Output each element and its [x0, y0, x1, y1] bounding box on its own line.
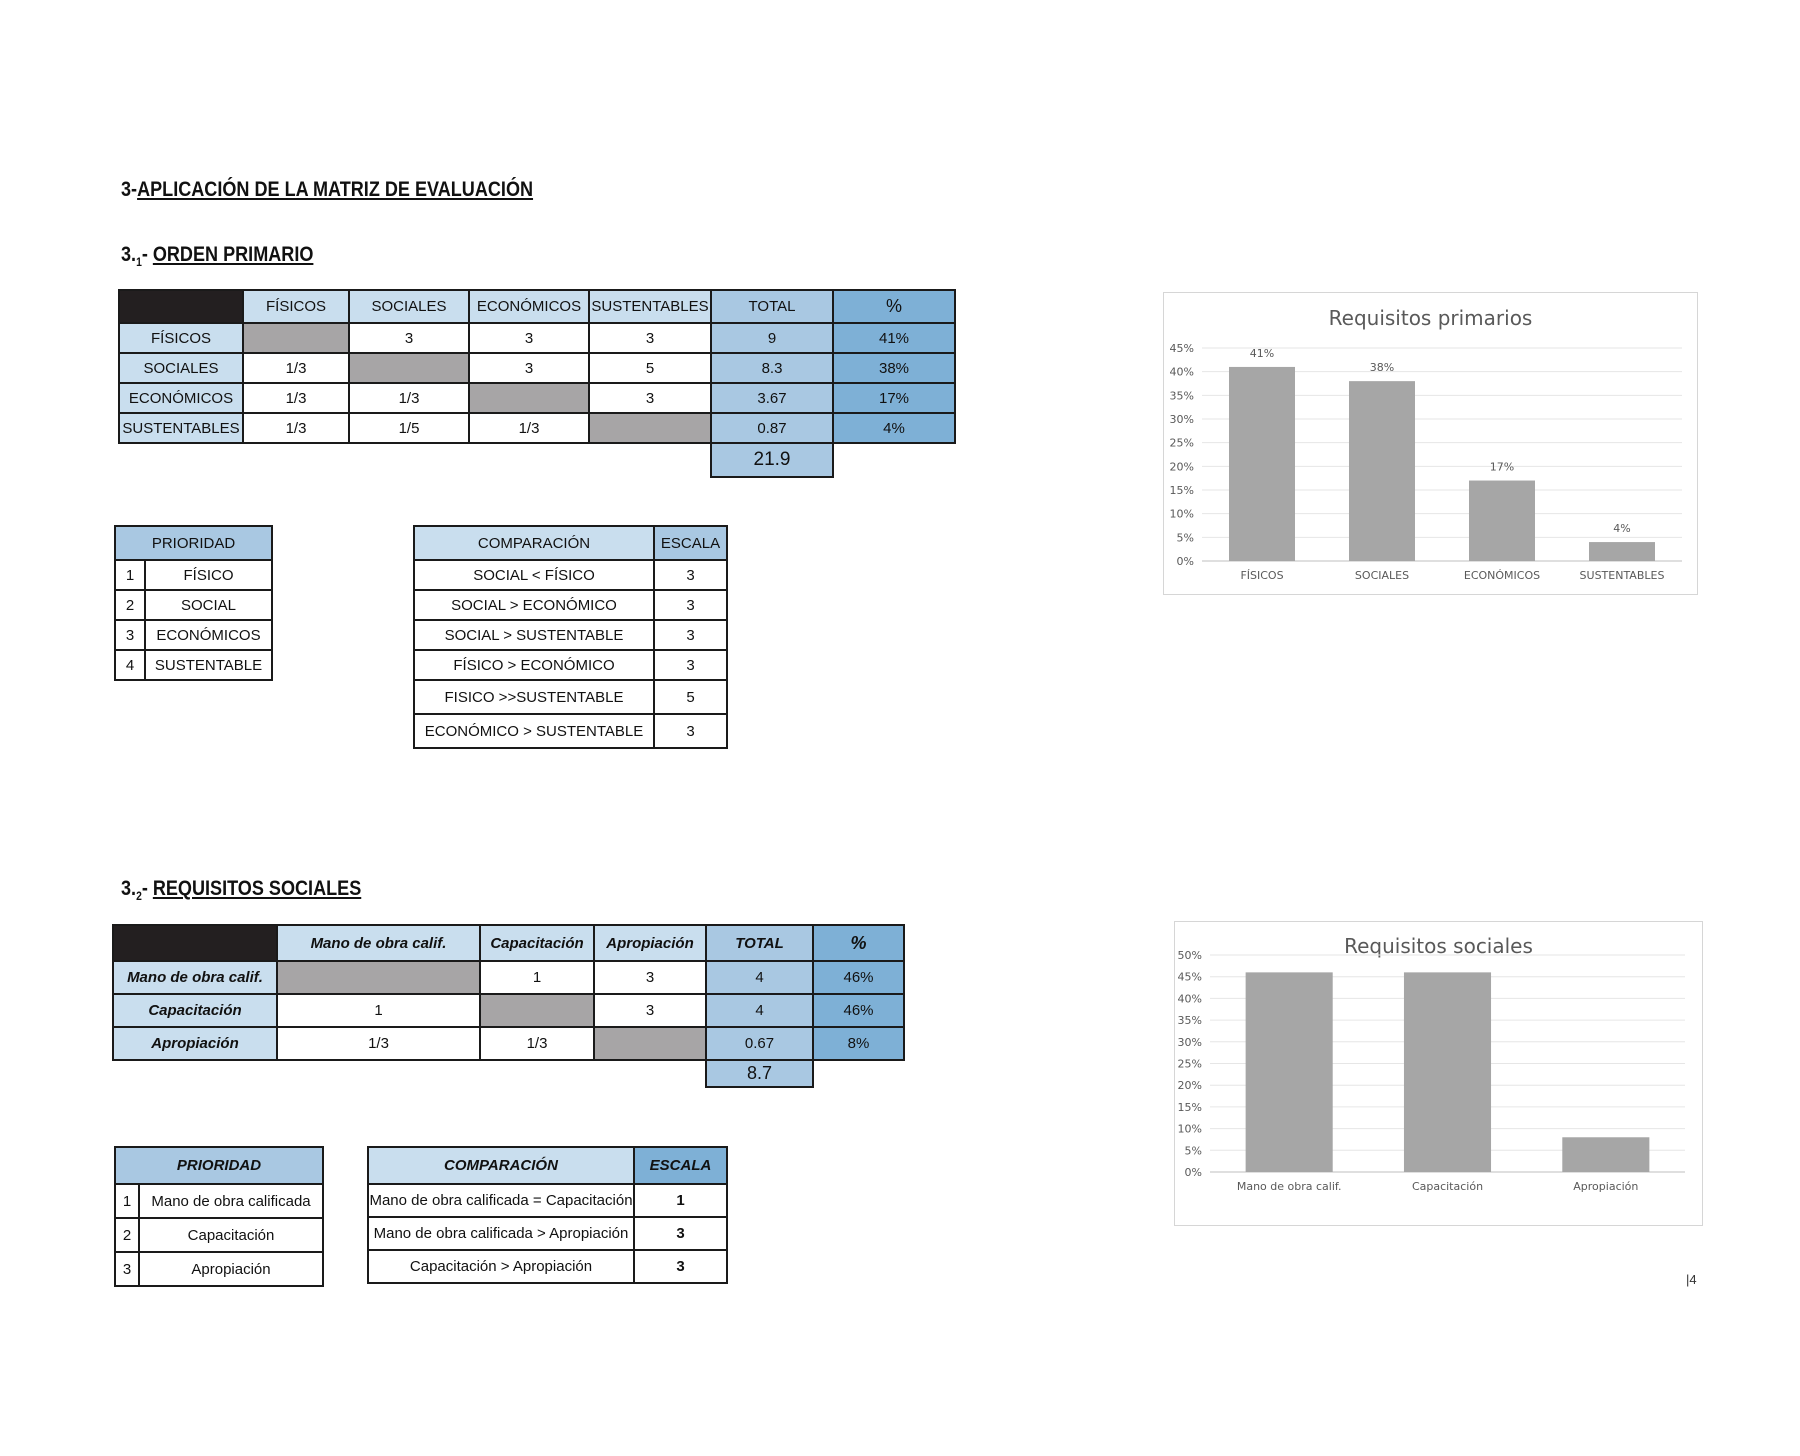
y-tick-label: 50% [1177, 949, 1202, 962]
y-tick-label: 20% [1169, 460, 1194, 474]
row-label: SOCIALES [119, 353, 243, 383]
priority-rank: 3 [115, 620, 145, 650]
table-row [414, 650, 727, 680]
priority-label: Mano de obra calificada [139, 1184, 323, 1218]
section-subnumber: 1 [136, 255, 142, 270]
y-tick-label: 40% [1169, 365, 1194, 379]
matrix-header: ECONÓMICOS [469, 290, 589, 323]
list-item [115, 1218, 323, 1252]
table-row [414, 620, 727, 650]
x-tick-label: FÍSICOS [1240, 569, 1284, 582]
y-tick-label: 10% [1177, 1122, 1202, 1136]
comparison-label: Capacitación > Apropiación [368, 1250, 634, 1283]
x-tick-label: SOCIALES [1354, 569, 1410, 582]
matrix-cell: 1/3 [277, 1027, 480, 1060]
matrix-cell: 3 [349, 323, 469, 353]
section-title: ORDEN PRIMARIO [152, 243, 314, 266]
matrix-cell: 3 [589, 383, 711, 413]
chart-primary [1163, 292, 1698, 595]
total-cell: 9 [711, 323, 833, 353]
scale-value: 3 [654, 714, 727, 748]
matrix-header: SOCIALES [349, 290, 469, 323]
table-row [119, 413, 955, 443]
total-cell: 4 [706, 961, 813, 994]
y-tick-label: 10% [1169, 507, 1194, 521]
comparison-label: FÍSICO > ECONÓMICO [414, 650, 654, 680]
priority-rank: 4 [115, 650, 145, 680]
total-cell: 8.3 [711, 353, 833, 383]
matrix-cell: 1/5 [349, 413, 469, 443]
priority-rank: 1 [115, 560, 145, 590]
bar [1246, 972, 1333, 1172]
chart-title: Requisitos sociales [1344, 934, 1533, 958]
priority-label: Apropiación [139, 1252, 323, 1286]
priority-rank: 3 [115, 1252, 139, 1286]
main-heading [121, 178, 533, 202]
row-label: FÍSICOS [119, 323, 243, 353]
table-row [119, 383, 955, 413]
scale-value: 3 [654, 650, 727, 680]
y-tick-label: 15% [1177, 1100, 1202, 1114]
main-heading-text: APLICACIÓN DE LA MATRIZ DE EVALUACIÓN [137, 178, 534, 201]
priority-label: SUSTENTABLE [145, 650, 272, 680]
row-label: SUSTENTABLES [119, 413, 243, 443]
bar [1349, 381, 1415, 561]
diagonal-cell [480, 994, 594, 1027]
table-row [113, 961, 904, 994]
bar [1589, 542, 1655, 561]
row-label: Apropiación [113, 1027, 277, 1060]
data-label: 38% [1369, 361, 1395, 375]
section-heading-primary [121, 243, 313, 269]
section-number: 3. [121, 877, 137, 900]
priority-header: PRIORIDAD [115, 1147, 323, 1184]
diagonal-cell [589, 413, 711, 443]
percent-cell: 41% [833, 323, 955, 353]
social-comparison-table [367, 1146, 728, 1284]
diagonal-cell [469, 383, 589, 413]
matrix-header-total: TOTAL [706, 925, 813, 961]
comparison-label: SOCIAL > ECONÓMICO [414, 590, 654, 620]
bar [1229, 367, 1295, 561]
matrix-cell: 1/3 [243, 383, 349, 413]
scale-value: 3 [634, 1217, 727, 1250]
scale-value: 3 [654, 620, 727, 650]
main-heading-prefix: 3- [121, 178, 138, 201]
social-matrix [112, 924, 905, 1088]
list-item [115, 590, 272, 620]
y-tick-label: 25% [1169, 436, 1194, 450]
section-separator: - [141, 877, 153, 900]
percent-cell: 46% [813, 994, 904, 1027]
social-priority-table [114, 1146, 324, 1287]
scale-value: 1 [634, 1184, 727, 1217]
table-row [119, 323, 955, 353]
comparison-label: Mano de obra calificada = Capacitación [368, 1184, 634, 1217]
matrix-header-percent: % [833, 290, 955, 323]
x-tick-label: Mano de obra calif. [1236, 1180, 1342, 1193]
matrix-cell: 1/3 [243, 353, 349, 383]
comparison-header: COMPARACIÓN [368, 1147, 634, 1184]
comparison-label: SOCIAL > SUSTENTABLE [414, 620, 654, 650]
section-title: REQUISITOS SOCIALES [152, 877, 362, 900]
matrix-cell: 1/3 [480, 1027, 594, 1060]
bar [1469, 481, 1535, 561]
y-tick-label: 0% [1176, 555, 1194, 568]
primary-priority-table [114, 525, 273, 681]
comparison-label: ECONÓMICO > SUSTENTABLE [414, 714, 654, 748]
total-cell: 0.67 [706, 1027, 813, 1060]
matrix-header: Mano de obra calif. [277, 925, 480, 961]
scale-value: 3 [654, 590, 727, 620]
y-tick-label: 5% [1184, 1144, 1202, 1158]
percent-cell: 17% [833, 383, 955, 413]
list-item [115, 1184, 323, 1218]
matrix-cell: 3 [589, 323, 711, 353]
x-tick-label: Apropiación [1573, 1180, 1639, 1193]
y-tick-label: 45% [1169, 342, 1194, 355]
scale-header: ESCALA [654, 526, 727, 560]
percent-cell: 4% [833, 413, 955, 443]
primary-comparison-table [413, 525, 728, 749]
primary-matrix [118, 289, 956, 478]
table-row [113, 1027, 904, 1060]
comparison-label: Mano de obra calificada > Apropiación [368, 1217, 634, 1250]
list-item [115, 620, 272, 650]
y-tick-label: 15% [1169, 484, 1194, 497]
x-tick-label: SUSTENTABLES [1579, 569, 1665, 582]
diagonal-cell [243, 323, 349, 353]
diagonal-cell [594, 1027, 706, 1060]
percent-cell: 46% [813, 961, 904, 994]
list-item [115, 650, 272, 680]
matrix-cell: 3 [469, 353, 589, 383]
comparison-label: SOCIAL < FÍSICO [414, 560, 654, 590]
matrix-corner [113, 925, 277, 961]
table-row [119, 353, 955, 383]
priority-rank: 1 [115, 1184, 139, 1218]
matrix-header: Capacitación [480, 925, 594, 961]
section-separator: - [141, 243, 153, 266]
data-label: 41% [1249, 346, 1275, 360]
matrix-header: FÍSICOS [243, 290, 349, 323]
chart-social [1174, 921, 1703, 1226]
bar [1404, 972, 1491, 1172]
table-row [368, 1250, 727, 1283]
table-row [414, 680, 727, 714]
diagonal-cell [349, 353, 469, 383]
matrix-header-total: TOTAL [711, 290, 833, 323]
scale-value: 3 [634, 1250, 727, 1283]
table-row [414, 714, 727, 748]
priority-header: PRIORIDAD [115, 526, 272, 560]
matrix-header-percent: % [813, 925, 904, 961]
table-row [368, 1184, 727, 1217]
matrix-header: Apropiación [594, 925, 706, 961]
scale-header: ESCALA [634, 1147, 727, 1184]
y-tick-label: 30% [1169, 413, 1194, 426]
percent-cell: 8% [813, 1027, 904, 1060]
matrix-cell: 1 [277, 994, 480, 1027]
scale-value: 3 [654, 560, 727, 590]
total-cell: 4 [706, 994, 813, 1027]
x-tick-label: Capacitación [1411, 1180, 1484, 1193]
priority-rank: 2 [115, 590, 145, 620]
matrix-cell: 1/3 [469, 413, 589, 443]
matrix-cell: 1 [480, 961, 594, 994]
matrix-cell: 3 [469, 323, 589, 353]
chart-primary-plot [1164, 293, 1697, 594]
row-label: Capacitación [113, 994, 277, 1027]
matrix-header: SUSTENTABLES [589, 290, 711, 323]
row-label: ECONÓMICOS [119, 383, 243, 413]
y-tick-label: 30% [1177, 1035, 1202, 1049]
table-row [414, 590, 727, 620]
table-row [113, 994, 904, 1027]
y-tick-label: 0% [1184, 1166, 1202, 1179]
y-tick-label: 35% [1169, 389, 1194, 403]
priority-label: SOCIAL [145, 590, 272, 620]
y-tick-label: 5% [1176, 531, 1194, 545]
matrix-sum: 8.7 [706, 1060, 813, 1087]
section-heading-social [121, 877, 361, 903]
chart-title: Requisitos primarios [1328, 306, 1533, 330]
table-row [368, 1217, 727, 1250]
y-tick-label: 40% [1177, 992, 1202, 1006]
diagonal-cell [277, 961, 480, 994]
y-tick-label: 20% [1177, 1079, 1202, 1093]
y-tick-label: 35% [1177, 1014, 1202, 1028]
priority-label: ECONÓMICOS [145, 620, 272, 650]
priority-label: Capacitación [139, 1218, 323, 1252]
matrix-sum: 21.9 [711, 443, 833, 477]
total-cell: 0.87 [711, 413, 833, 443]
scale-value: 5 [654, 680, 727, 714]
percent-cell: 38% [833, 353, 955, 383]
matrix-cell: 3 [594, 961, 706, 994]
matrix-cell: 1/3 [243, 413, 349, 443]
bar [1562, 1137, 1649, 1172]
section-number: 3. [121, 243, 137, 266]
list-item [115, 560, 272, 590]
matrix-cell: 5 [589, 353, 711, 383]
total-cell: 3.67 [711, 383, 833, 413]
x-tick-label: ECONÓMICOS [1463, 569, 1541, 582]
list-item [115, 1252, 323, 1286]
comparison-label: FISICO >>SUSTENTABLE [414, 680, 654, 714]
priority-label: FÍSICO [145, 560, 272, 590]
y-tick-label: 25% [1177, 1057, 1202, 1071]
y-tick-label: 45% [1177, 970, 1202, 984]
table-row [414, 560, 727, 590]
section-subnumber: 2 [136, 889, 142, 904]
page-number: |4 [1686, 1272, 1697, 1287]
chart-social-plot [1175, 922, 1702, 1225]
matrix-cell: 3 [594, 994, 706, 1027]
matrix-corner [119, 290, 243, 323]
data-label: 17% [1489, 460, 1515, 474]
matrix-cell: 1/3 [349, 383, 469, 413]
priority-rank: 2 [115, 1218, 139, 1252]
comparison-header: COMPARACIÓN [414, 526, 654, 560]
data-label: 4% [1613, 522, 1631, 536]
row-label: Mano de obra calif. [113, 961, 277, 994]
